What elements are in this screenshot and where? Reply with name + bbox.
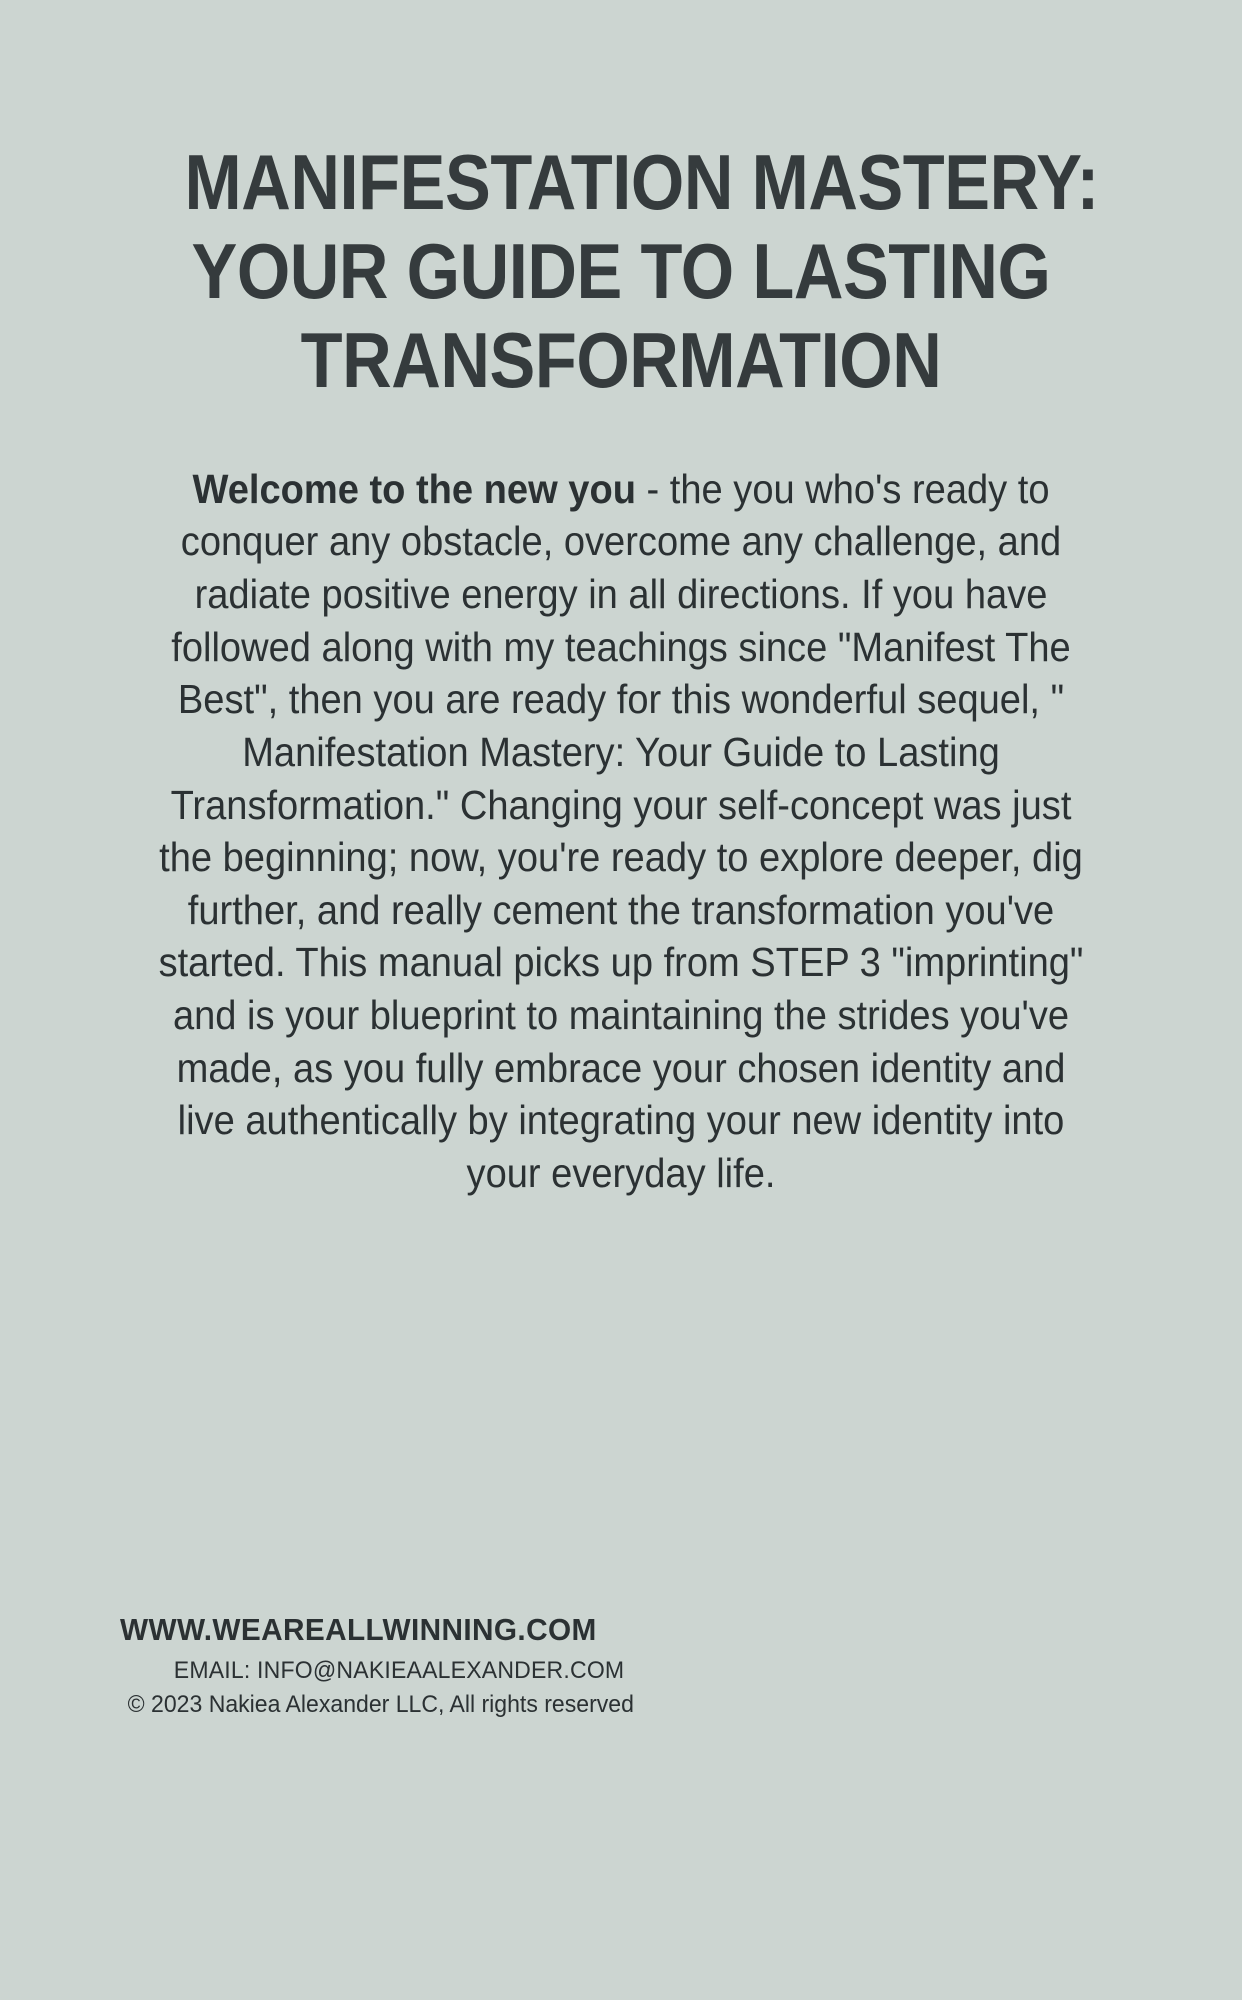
footer-website[interactable]: WWW.WEAREALLWINNING.COM: [120, 1612, 597, 1647]
intro-lead: Welcome to the new you: [192, 465, 636, 512]
footer: [120, 1612, 1120, 1719]
page-title-line-2: YOUR GUIDE TO LASTING: [191, 226, 1051, 315]
page-title-line-1: MANIFESTATION MASTERY:: [184, 138, 1099, 226]
page-title-line-3: TRANSFORMATION: [300, 315, 942, 404]
footer-copyright: © 2023 Nakiea Alexander LLC, All rights reserved: [127, 1691, 634, 1718]
footer-email[interactable]: EMAIL: INFO@NAKIEAALEXANDER.COM: [173, 1657, 625, 1684]
intro-paragraph: [155, 405, 1087, 1200]
intro-text: - the you who's ready to conquer any obstacle, overcome any challenge, and radiate positive energy in all directions. If you have followed along with my teachings since "Manifest The Best", then you are ready for this wonderful sequel, " Manifestation Mastery: Your Guide to Lasting Transformation." Changing your self-concept was just the beginning; now, you're ready to explore deeper, dig further, and really cement the transformation you've started. This manual picks up from STEP 3 "imprinting" and is your blueprint to maintaining the strides you've made, as you fully embrace your chosen identity and live authentically by integrating your new identity into your everyday life.: [158, 465, 1084, 1197]
page-title: [184, 0, 1099, 405]
